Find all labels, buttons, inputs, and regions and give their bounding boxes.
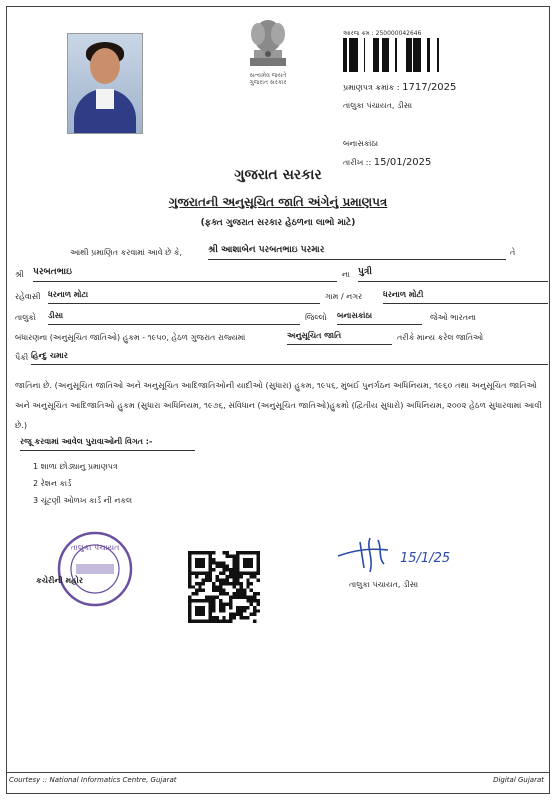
resident-label: રહેવાસી <box>15 292 41 301</box>
barcode-number: આરજ ક્રમ : 250000042646 <box>343 30 422 37</box>
taluka-label: તાલુકો <box>15 313 36 322</box>
office-seal-stamp <box>56 530 134 608</box>
issue-date: 15/01/2025 <box>373 157 432 168</box>
applicant-name: શ્રી આશાબેન પરબતભાઇ પરમાર <box>208 245 506 260</box>
certificate-subtitle: (ફક્ત ગુજરાત સરકાર હેઠળના લાભો માટે) <box>200 218 356 228</box>
district-value: બનાસકાંઠા <box>337 311 422 325</box>
signer-office: તાલુકા પંચાયત, ડીસા <box>349 580 419 589</box>
footer-brand: Digital Gujarat <box>493 776 544 784</box>
legal-paragraph: જાતિના છે. (અનુસૂચિત જાતિઓ અને અનુસૂચિત આદિજાતિઓની યાદીઓ (સુધારા) હુકમ, ૧૯૫૬, મુંબઈ પુનર્ગઠન અધિનિયમ, ૧૯૬૦ તથા અનુસૂચિત જાતિઓ અને અનુસૂચિત આદિજાતિઓ હુકમ (સુધારા અધિનિયમ, ૧૯૭૬, સંવિધાન (અનુસૂચિત જાતિઓ)હુકમો (દ્વિતીય સુધારો) અધિનિયમ, ૨૦૦૨ હેઠળ સુધારવામાં આવી છે.) <box>15 380 542 430</box>
certificate-no: 1717/2025 <box>402 82 457 93</box>
date-label: તારીખ :: <box>343 158 372 167</box>
te-suffix: તે <box>510 248 516 257</box>
father-name: પરબતભાઇ <box>33 267 337 282</box>
list-item: 2 રેશન કાર્ડ <box>33 479 72 488</box>
na-label: ના <box>342 270 350 279</box>
recognized-text: તરીકે માન્ય કરેલ જાતિઓ <box>397 333 484 342</box>
relation: પુત્રી <box>358 267 548 282</box>
shri-label: શ્રી <box>15 270 24 279</box>
constitution-text: બંધારણના (અનુસૂચિત જાતિઓ) હુકમ - ૧૯૫૦, હેઠળ ગુજરાત રાજ્યમાં <box>15 333 246 342</box>
village-value: ધરનાળ મોટી <box>383 290 548 304</box>
documents-heading: રજૂ કરવામાં આવેલ પુરાવાઓની વિગત :- <box>20 437 195 451</box>
caste-value: હિન્દુ ચમાર <box>31 351 548 365</box>
certificate-no-label: પ્રમાણપત્ર ક્રમાંક : <box>343 83 400 92</box>
header-district: બનાસકાંઠા <box>343 139 379 148</box>
resident-value: ધરનાળ મોટા <box>48 290 320 304</box>
office-stamp-label: કચેરીની મહોર <box>36 576 83 585</box>
applicant-photo <box>67 33 143 134</box>
state-suffix: જેઓ ભારતના <box>430 313 477 322</box>
national-emblem-icon <box>236 14 300 70</box>
caste-category: અનુસૂચિત જાતિ <box>287 331 392 345</box>
documents-list <box>33 458 132 509</box>
village-label: ગામ / નગર <box>325 292 363 301</box>
qr-code <box>188 551 260 623</box>
footer-credit: Courtesy :: National Informatics Centre, Gujarat <box>9 776 177 784</box>
certificate-title: ગુજરાતની અનુસૂચિત જાતિ અંગેનું પ્રમાણપત્ર <box>168 195 388 209</box>
list-item: 1 શાળા છોડ્યાનુ પ્રમાણપત્ર <box>33 462 118 471</box>
emblem-caption <box>236 72 300 86</box>
govt-title: ગુજરાત સરકાર <box>234 167 322 183</box>
signature-mark <box>330 528 455 576</box>
subcaste-prefix: પૈકી <box>15 353 29 362</box>
list-item: 3 ચૂંટણી ઓળખ કાર્ડ ની નકલ <box>33 496 133 505</box>
footer-divider <box>7 772 549 773</box>
svg-text:15/1/25: 15/1/25 <box>400 551 451 566</box>
certify-prefix: આથી પ્રમાણિત કરવામાં આવે છે કે, <box>70 248 183 257</box>
certificate-no-row <box>343 82 456 93</box>
emblem-caption-line1: સત્યમેવ જયતે <box>249 72 287 79</box>
emblem-caption-line2: ગુજરાત સરકાર <box>249 79 287 86</box>
svg-text:તાલુકા પંચાયત: તાલુકા પંચાયત <box>70 543 120 552</box>
office-name: તાલુકા પંચાયત, ડીસા <box>343 101 413 110</box>
district-label: જિલ્લો <box>305 313 327 322</box>
taluka-value: ડીસા <box>48 311 300 325</box>
barcode <box>343 38 439 72</box>
